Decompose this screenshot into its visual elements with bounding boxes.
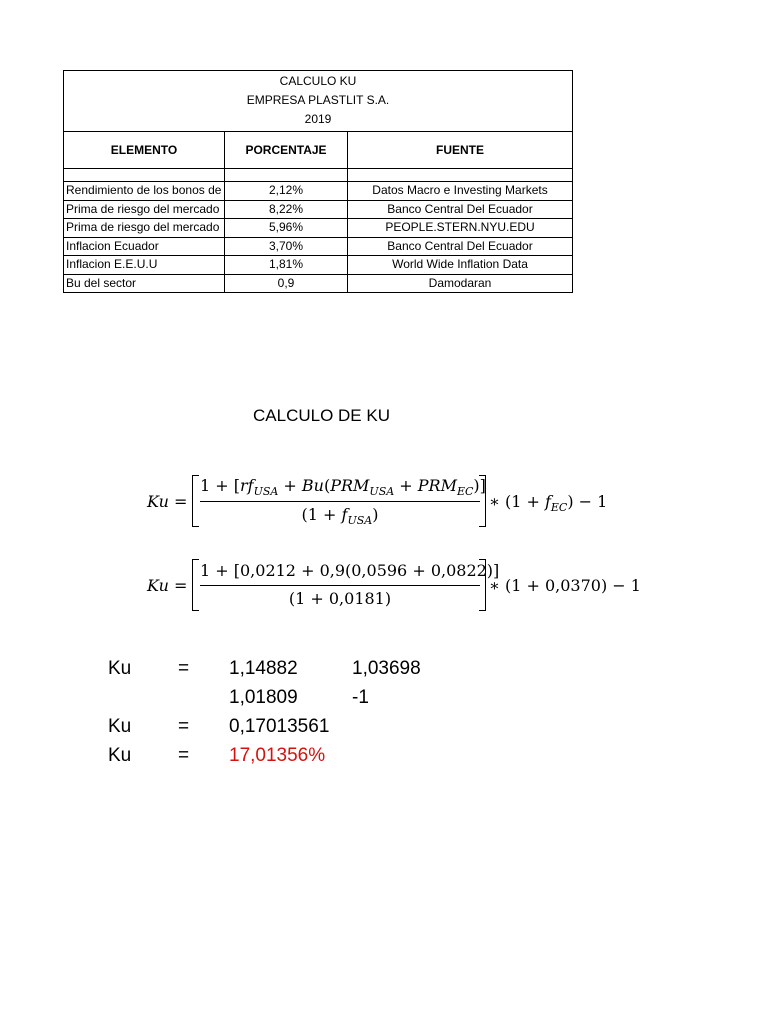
result-equals: = <box>178 745 190 766</box>
result-value: -1 <box>352 687 369 708</box>
cell-elemento: Prima de riesgo del mercado <box>64 219 225 238</box>
result-value: 1,03698 <box>352 658 421 679</box>
result-value: 1,01809 <box>229 687 298 708</box>
col-header-elemento: ELEMENTO <box>64 132 225 169</box>
table-header-block <box>64 71 573 132</box>
cell-porcentaje: 2,12% <box>225 182 348 201</box>
table-row <box>64 256 573 275</box>
section-title: CALCULO DE KU <box>253 406 390 425</box>
result-equals: = <box>178 658 190 679</box>
left-bracket <box>192 475 199 527</box>
formula-denominator: $(1 + f_{USA})$ <box>301 505 379 528</box>
result-label: Ku <box>108 745 132 766</box>
formula-lhs: Ku = <box>147 576 188 595</box>
cell-fuente: Banco Central Del Ecuador <box>348 237 573 256</box>
company-name: EMPRESA PLASTLIT S.A. <box>246 93 390 107</box>
cell-fuente: Damodaran <box>348 274 573 293</box>
formula-suffix: ∗ (1 + 0,0370) − 1 <box>489 576 641 595</box>
ku-input-table <box>63 70 573 293</box>
table-row <box>64 237 573 256</box>
fraction-line <box>200 501 480 502</box>
table-title: CALCULO KU <box>279 74 357 88</box>
cell-elemento: Prima de riesgo del mercado <box>64 200 225 219</box>
left-bracket <box>192 559 199 611</box>
cell-elemento: Inflacion Ecuador <box>64 237 225 256</box>
table-year: 2019 <box>304 112 332 126</box>
cell-elemento: Bu del sector <box>64 274 225 293</box>
result-value: 1,14882 <box>229 658 298 679</box>
right-bracket <box>479 475 486 527</box>
final-ku-percentage: 17,01356% <box>229 745 326 766</box>
cell-fuente: World Wide Inflation Data <box>348 256 573 275</box>
result-label: Ku <box>108 716 132 737</box>
result-value: 0,17013561 <box>229 716 330 737</box>
formula-suffix: ∗ $(1 + f_{EC}) - 1$ <box>489 492 608 515</box>
cell-elemento: Rendimiento de los bonos de <box>64 182 225 201</box>
right-bracket <box>479 559 486 611</box>
col-header-porcentaje: PORCENTAJE <box>225 132 348 169</box>
table-row <box>64 219 573 238</box>
table-row <box>64 182 573 201</box>
cell-fuente: PEOPLE.STERN.NYU.EDU <box>348 219 573 238</box>
cell-elemento: Inflacion E.E.U.U <box>64 256 225 275</box>
col-header-fuente: FUENTE <box>348 132 573 169</box>
result-label: Ku <box>108 658 132 679</box>
table-row <box>64 274 573 293</box>
cell-porcentaje: 1,81% <box>225 256 348 275</box>
formula-lhs: Ku = <box>147 492 188 511</box>
cell-fuente: Banco Central Del Ecuador <box>348 200 573 219</box>
formula-denominator: (1 + 0,0181) <box>288 589 392 608</box>
result-equals: = <box>178 716 190 737</box>
table-row <box>64 200 573 219</box>
formula-numerator: $1 + [rf_{USA} + Bu(PRM_{USA} + PRM_{EC})]$ <box>200 476 486 499</box>
cell-porcentaje: 5,96% <box>225 219 348 238</box>
cell-porcentaje: 0,9 <box>225 274 348 293</box>
cell-porcentaje: 3,70% <box>225 237 348 256</box>
formula-numerator: 1 + [0,0212 + 0,9(0,0596 + 0,0822)] <box>200 561 500 580</box>
cell-fuente: Datos Macro e Investing Markets <box>348 182 573 201</box>
cell-porcentaje: 8,22% <box>225 200 348 219</box>
fraction-line <box>200 585 480 586</box>
